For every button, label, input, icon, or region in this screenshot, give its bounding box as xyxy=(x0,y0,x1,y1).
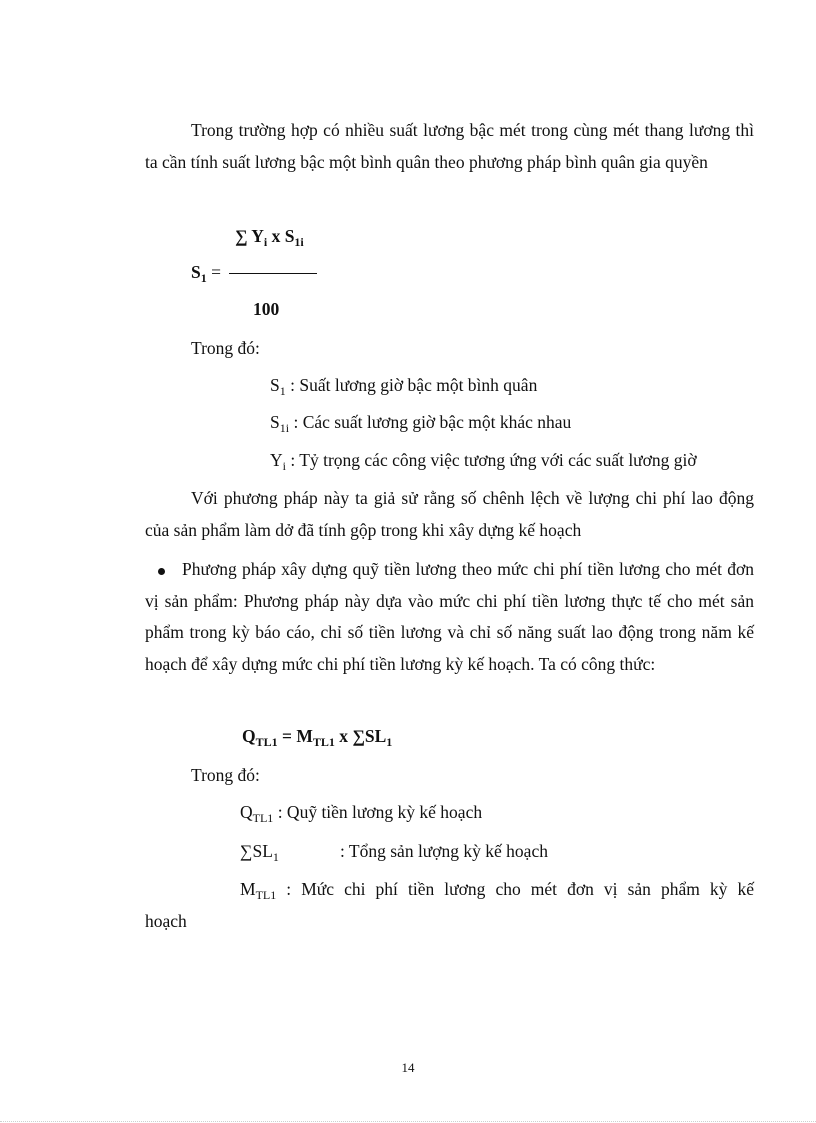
formula1-lhs: $S_1$ = xyxy=(191,262,317,283)
page-number: 14 xyxy=(401,1060,415,1075)
bullet-paragraph: Phương pháp xây dựng quỹ tiền lương theo mức chi phí tiền lương cho mét đơn vị sản phẩm: Phương pháp này dựa vào mức chi phí tiền lương thực tế cho mét sản phẩm trong kỳ báo cáo, chỉ số tiền lương và chỉ số năng suất lao động trong năm kế hoạch để xây dựng mức chi phí tiền lương kỳ kế hoạch. Ta có công thức: xyxy=(145,559,754,674)
page-bottom-divider xyxy=(0,1121,816,1122)
formula2: $Q_{TL1} = M_{TL1}$ x $\sum SL_1$ xyxy=(242,726,393,749)
where2-title: Trong đó: xyxy=(191,765,260,785)
where1-title: Trong đó: xyxy=(191,338,260,358)
note-paragraph: Với phương pháp này ta giả sử rằng số chênh lệch về lượng chi phí lao động của sản phẩm làm dở đã tính gộp trong khi xây dựng kế hoạch xyxy=(145,488,754,540)
fraction-bar xyxy=(229,273,317,274)
where2-item-m: $M_{TL1}$ : Mức chi phí tiền lương cho mét đơn vị sản phẩm kỳ kế xyxy=(240,879,754,902)
where2-item-sl: $\sum SL_1$ xyxy=(240,841,279,864)
where2-item-m-continuation: hoạch xyxy=(145,911,187,931)
where1-item-yi: $Y_i$ : Tỷ trọng các công việc tương ứng với các suất lương giờ xyxy=(270,450,697,473)
where2-item-q: $Q_{TL1}$ : Quỹ tiền lương kỳ kế hoạch xyxy=(240,802,483,825)
where1-item-s1i: $S_{1i}$ : Các suất lương giờ bậc một khác nhau xyxy=(270,412,572,435)
intro-paragraph: Trong trường hợp có nhiều suất lương bậc mét trong cùng mét thang lương thì ta cần tính suất lương bậc một bình quân theo phương pháp bình quân gia quyền xyxy=(145,120,754,172)
where1-item-s1: $S_1$ : Suất lương giờ bậc một bình quân xyxy=(270,375,538,398)
formula1-denominator: 100 xyxy=(253,299,280,319)
formula1-numerator: ∑ $Y_i$ x $S_{1i}$ xyxy=(235,226,304,249)
where2-item-sl-desc: : Tổng sản lượng kỳ kế hoạch xyxy=(340,841,548,861)
